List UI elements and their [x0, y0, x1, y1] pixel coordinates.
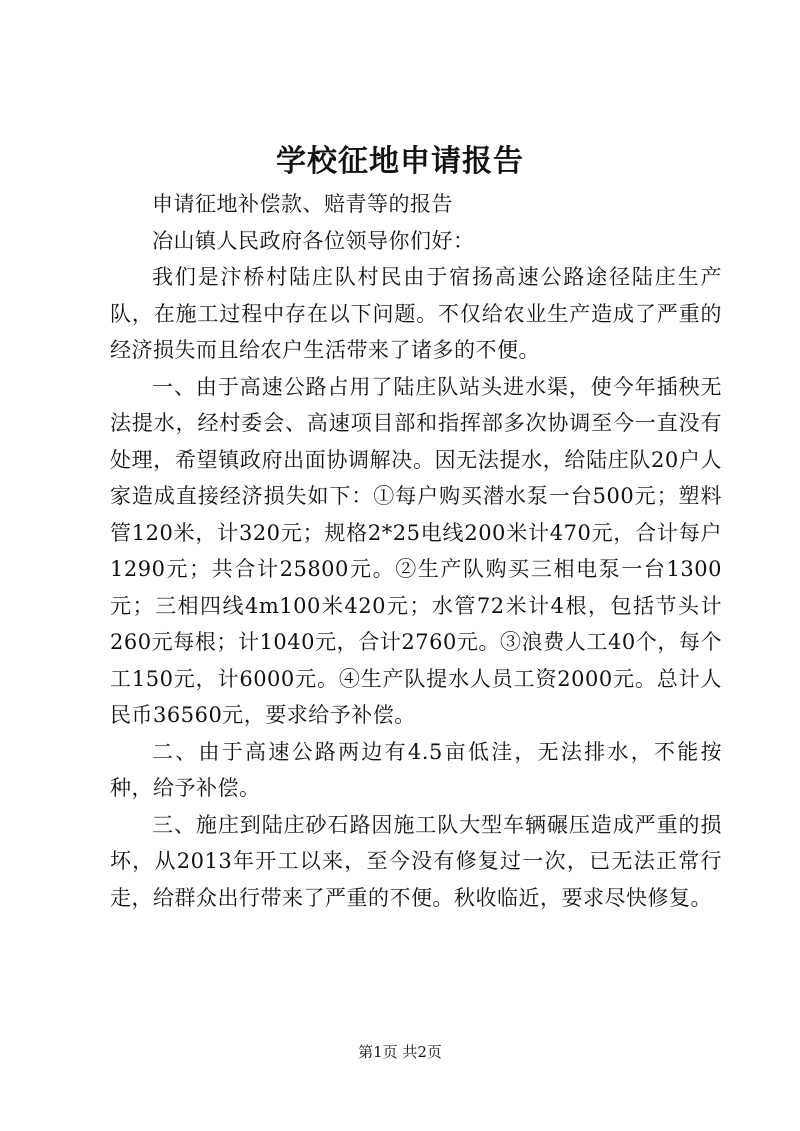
paragraph-intro: 我们是汴桥村陆庄队村民由于宿扬高速公路途径陆庄生产队，在施工过程中存在以下问题。不仅给农业生产造成了严重的经济损失而且给农户生活带来了诸多的不便。 [110, 265, 722, 362]
paragraph-item-3: 三、施庄到陆庄砂石路因施工队大型车辆碾压造成严重的损坏，从2013年开工以来，至今没有修复过一次，已无法正常行走，给群众出行带来了严重的不便。秋收临近，要求尽快修复。 [110, 812, 722, 910]
paragraph-item-2: 二、由于高速公路两边有4.5亩低洼，无法排水，不能按种，给予补偿。 [110, 739, 722, 800]
page-number-footer: 第1页 共2页 [358, 1043, 442, 1061]
paragraph-item-1: 一、由于高速公路占用了陆庄队站头进水渠，使今年插秧无法提水，经村委会、高速项目部和指挥部多次协调至今一直没有处理，希望镇政府出面协调解决。因无法提水，给陆庄队20户人家造成直接经济损失如下：①每户购买潜水泵一台500元；塑料管120米，计320元；规格2*25电线200米计470元，合计每户1290元；共合计25800元。②生产队购买三相电泵一台1300元；三相四线4m100米420元；水管72米计4根，包括节头计260元每根；计1040元，合计2760元。③浪费人工40个，每个工150元，计6000元。④生产队提水人员工资2000元。总计人民币36560元，要求给予补偿。 [110, 374, 722, 727]
paragraph-subject: 申请征地补偿款、赔青等的报告 [152, 192, 453, 216]
document-body [110, 186, 722, 916]
document-title: 学校征地申请报告 [276, 144, 524, 179]
paragraph-salutation: 冶山镇人民政府各位领导你们好： [152, 228, 475, 253]
